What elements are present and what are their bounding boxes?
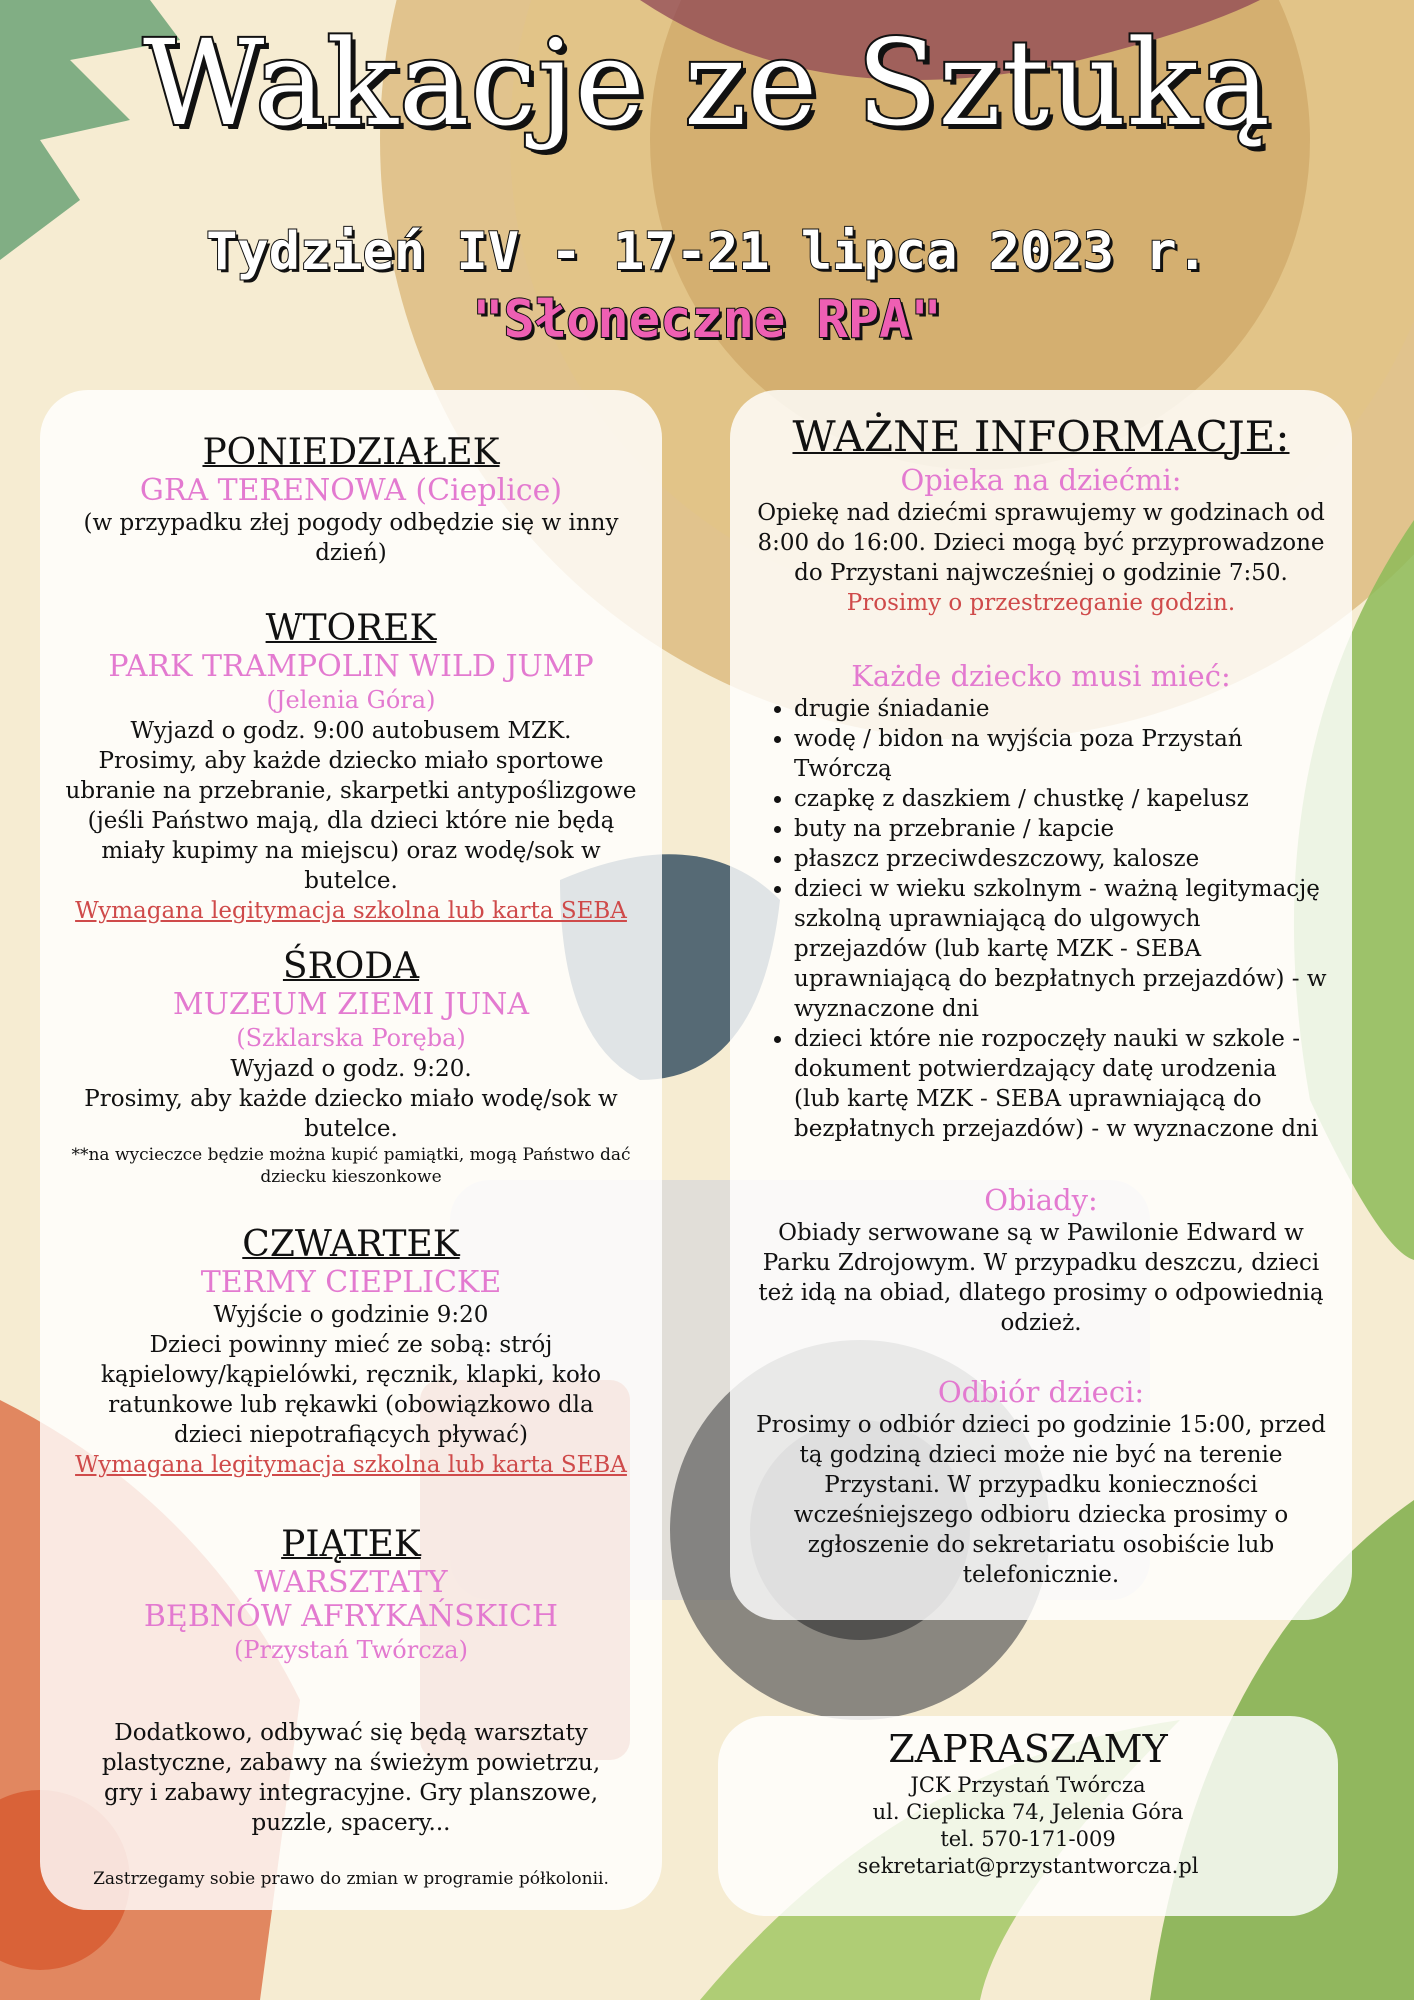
activity-details: Prosimy, aby każde dziecko miało wodę/sok w butelce.: [84, 1086, 618, 1142]
required-document: Wymagana legitymacja szkolna lub karta SEBA: [75, 898, 627, 924]
activity-title: TERMY CIEPLICKE: [200, 1265, 502, 1300]
pickup-text: Prosimy o odbiór dzieci po godzinie 15:00, przed tą godziną dzieci może nie być na terenie Przystani. W przypadku konieczności wcześniejszego odbioru dziecka prosimy o zgłoszenie do sekretariatu osobiście lub telefonicznie.: [756, 1412, 1326, 1588]
contact-content: [718, 1726, 1338, 1880]
wednesday-section: [40, 946, 662, 1188]
day-heading: PIĄTEK: [281, 1524, 421, 1565]
street-address: ul. Cieplicka 74, Jelenia Góra: [872, 1800, 1184, 1824]
lunch-text: Obiady serwowane są w Pawilonie Edward w Parku Zdrojowym. W przypadku deszczu, dzieci też idą na obiad, dlatego prosimy o odpowiednią odzież.: [758, 1220, 1324, 1336]
activity-place: (Przystań Twórcza): [234, 1636, 468, 1664]
tuesday-section: [40, 608, 662, 926]
thursday-section: [40, 1224, 662, 1480]
activity-note: (w przypadku złej pogody odbędzie się w inny dzień): [83, 510, 619, 566]
day-heading: WTOREK: [265, 608, 437, 649]
phone-number: tel. 570-171-009: [940, 1827, 1116, 1851]
list-item: • drugie śniadanie: [794, 694, 1328, 724]
week-theme: "Słoneczne RPA": [472, 290, 942, 350]
program-disclaimer: Zastrzegamy sobie prawo do zmian w programie półkolonii.: [93, 1869, 609, 1889]
activity-title: MUZEUM ZIEMI JUNA: [172, 987, 530, 1022]
care-text: Opiekę nad dziećmi sprawujemy w godzinach od 8:00 do 16:00. Dzieci mogą być przyprowadzone do Przystani najwcześniej o godzinie 7:50.: [757, 500, 1325, 586]
activity-title-line2: BĘBNÓW AFRYKAŃSKICH: [143, 1599, 559, 1634]
day-heading: PONIEDZIAŁEK: [202, 432, 500, 473]
activity-place: (Szklarska Poręba): [236, 1024, 466, 1052]
monday-section: [40, 432, 662, 568]
day-heading: ŚRODA: [282, 946, 420, 987]
required-document: Wymagana legitymacja szkolna lub karta SEBA: [75, 1452, 627, 1478]
activity-title: GRA TERENOWA (Cieplice): [139, 473, 563, 508]
list-item: • wodę / bidon na wyjścia poza Przystań Twórczą: [794, 724, 1328, 784]
care-note: Prosimy o przestrzeganie godzin.: [846, 590, 1236, 616]
pickup-title: Odbiór dzieci:: [937, 1375, 1145, 1409]
list-item: • czapkę z daszkiem / chustkę / kapelusz: [794, 784, 1328, 814]
list-item: • buty na przebranie / kapcie: [794, 814, 1328, 844]
must-have-title: Każde dziecko musi mieć:: [851, 659, 1231, 693]
organization-name: JCK Przystań Twórcza: [910, 1773, 1146, 1797]
activity-title: WARSZTATY: [254, 1565, 448, 1600]
departure-info: Wyjazd o godz. 9:20.: [230, 1056, 472, 1082]
invite-heading: ZAPRASZAMY: [888, 1727, 1168, 1771]
day-heading: CZWARTEK: [242, 1224, 460, 1265]
list-item: • płaszcz przeciwdeszczowy, kalosze: [794, 844, 1328, 874]
must-have-list: [730, 694, 1352, 1144]
departure-info: Wyjazd o godz. 9:00 autobusem MZK.: [130, 718, 572, 744]
activity-details: Prosimy, aby każde dziecko miało sportowe ubranie na przebranie, skarpetki antypoślizgowe (jeśli Państwo mają, dla dzieci które nie będą miały kupimy na miejscu) oraz wodę/sok w butelce.: [65, 748, 637, 894]
care-title: Opieka na dziećmi:: [900, 463, 1182, 497]
friday-section: [40, 1524, 662, 1666]
schedule-content: [40, 432, 662, 1890]
list-item: • dzieci w wieku szkolnym - ważną legitymację szkolną uprawniającą do ulgowych przejazdów (lub kartę MZK - SEBA uprawniającą do bezpłatnych przejazdów) - w wyznaczone dni: [794, 874, 1328, 1024]
activity-place: (Jelenia Góra): [266, 686, 436, 714]
page-title: Wakacje ze Sztuką: [142, 14, 1272, 152]
activity-title: PARK TRAMPOLIN WILD JUMP: [108, 649, 594, 684]
list-item: • dzieci które nie rozpoczęły nauki w szkole - dokument potwierdzający datę urodzenia (lub kartę MZK - SEBA uprawniającą do bezpłatnych przejazdów) - w wyznaczone dni: [794, 1024, 1328, 1144]
activity-details: Dzieci powinny mieć ze sobą: strój kąpielowy/kąpielówki, ręcznik, klapki, koło ratunkowe lub rękawki (obowiązkowo dla dzieci niepotrafiących pływać): [100, 1332, 602, 1448]
info-heading: WAŻNE INFORMACJE:: [792, 412, 1290, 461]
extra-activities: Dodatkowo, odbywać się będą warsztaty plastyczne, zabawy na świeżym powietrzu, gry i zabawy integracyjne. Gry planszowe, puzzle, spacery...: [101, 1720, 601, 1836]
info-content: [730, 412, 1352, 1590]
week-dates: Tydzień IV - 17-21 lipca 2023 r.: [206, 222, 1208, 282]
lunch-title: Obiady:: [984, 1183, 1098, 1217]
activity-footnote: **na wycieczce będzie można kupić pamiątki, mogą Państwo dać dziecku kieszonkowe: [71, 1145, 631, 1187]
email-address: sekretariat@przystantworcza.pl: [857, 1854, 1199, 1878]
departure-info: Wyjście o godzinie 9:20: [213, 1302, 489, 1328]
